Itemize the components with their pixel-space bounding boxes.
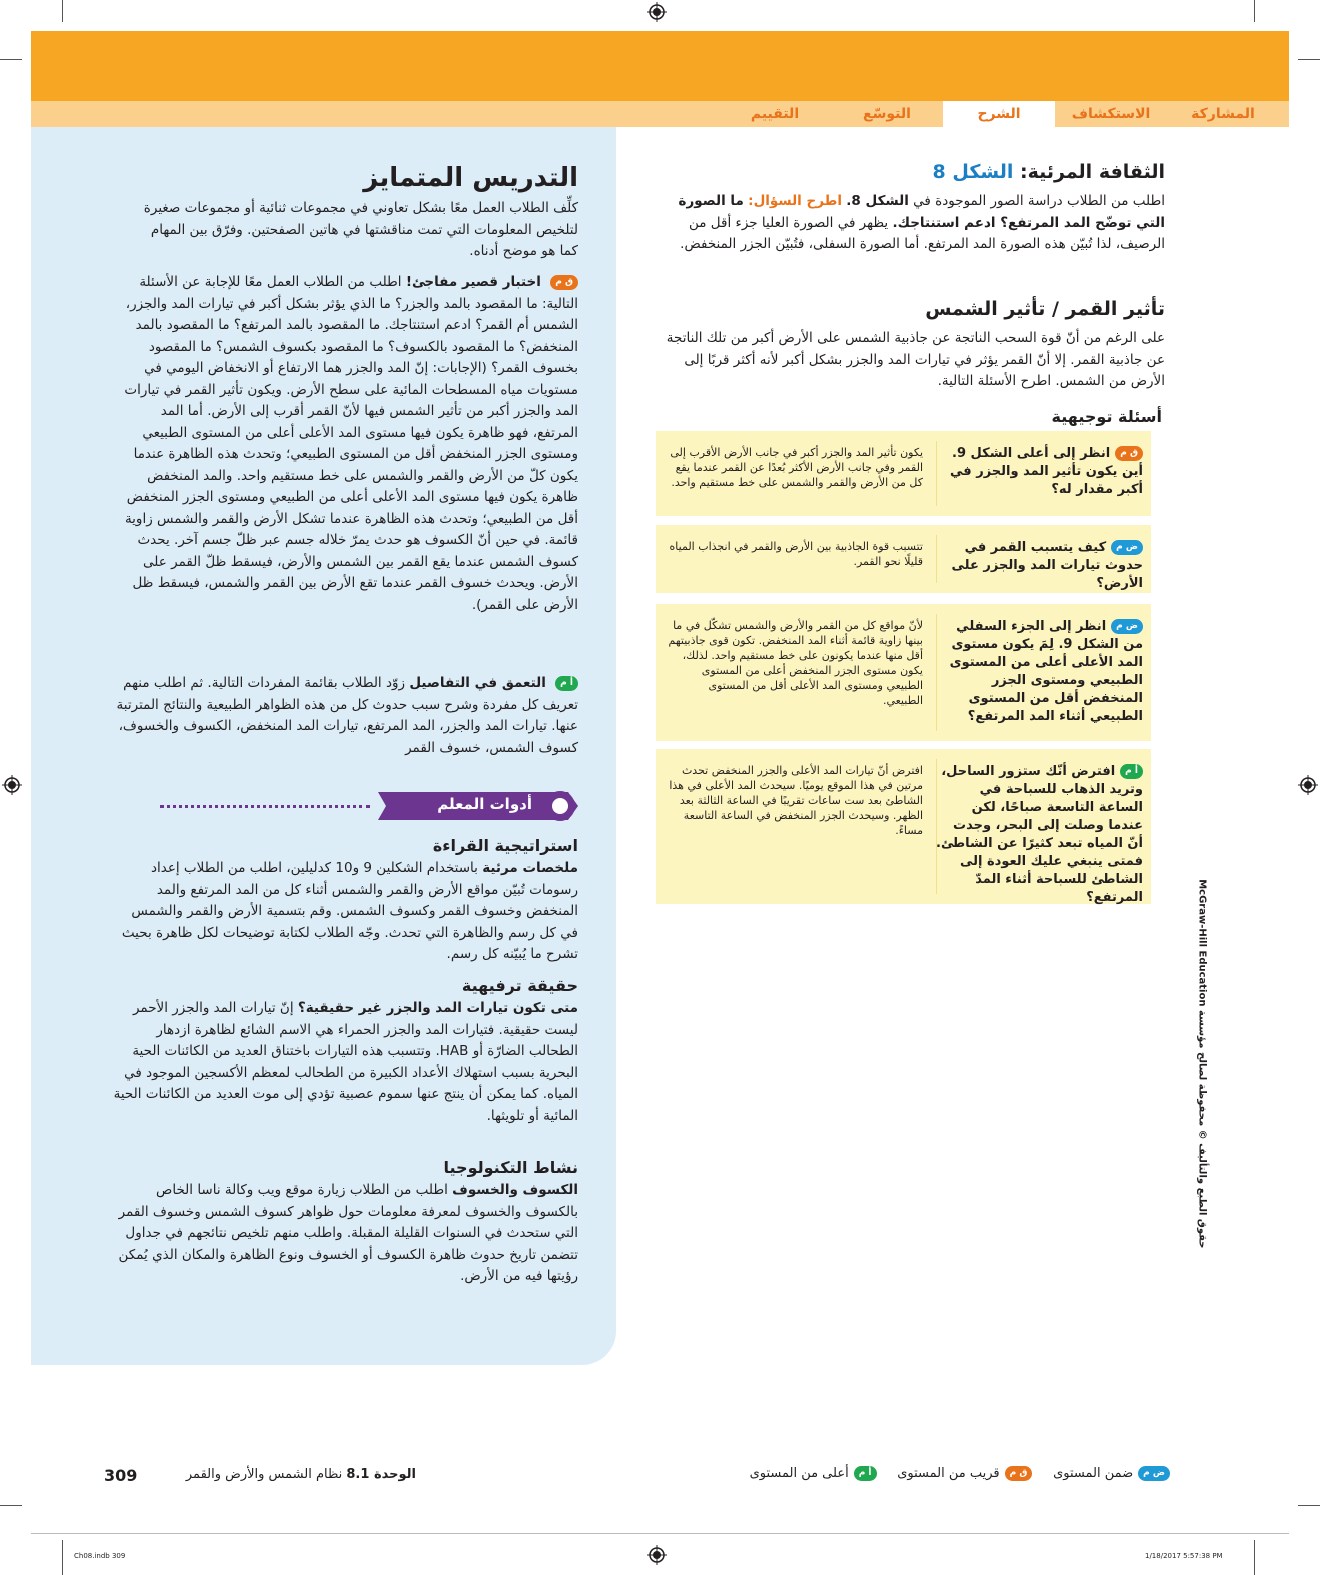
question-answer: يكون تأثير المد والجزر أكبر في جانب الأرض الأقرب إلى القمر وفي جانب الأرض الأكثر بُعدًا عن القمر عندما يقع كل من الأرض والقمر والشمس على خط مستقيم واحد. — [670, 446, 923, 489]
crop-mark — [0, 59, 22, 60]
question-text: انظر إلى الجزء السفلي من الشكل 9. لِمَ يكون مستوى المد الأعلى أعلى من المستوى الطبيعي ومستوى الجزر المنخفض أقل من المستوى الطبيعي أثناء المد المرتفع؟ — [949, 619, 1143, 724]
reading-lead: ملخصات مرئية — [482, 860, 578, 876]
fun-fact-body: إنّ تيارات المد والجزر الأحمر ليست حقيقية. فتيارات المد والجزر الحمراء هي الاسم الشائع لظاهرة ازدهار الطحالب الضارّة أو HAB. وتتسبب هذه التيارات باختناق العديد من الكائنات الحية البحرية بسبب استهلاك الأعداد الكبيرة من الطحالب لمعظم الأكسجين الموجود في المياه. كما يمكن أن ينتج عنها سموم عصبية تؤدي إلى موت العديد من الكائنات الحية المائية أو تلويثها. — [113, 1000, 578, 1124]
question-answer: افترض أنّ تيارات المد الأعلى والجزر المنخفض تحدث مرتين في هذا الموقع يوميًا. سيحدث المد الأعلى في هذا الشاطئ بعد ست ساعات تقريبًا في الساعة الثالثة بعد الظهر. وسيحدث الجزر المنخفض في الساعة التاسعة مساءً. — [669, 764, 923, 837]
level-badge: أ م — [854, 1466, 877, 1481]
guiding-question-box — [656, 525, 1151, 593]
guiding-question-box — [656, 749, 1151, 904]
tech-activity-title: نشاط التكنولوجيا — [443, 1158, 578, 1177]
guiding-question — [933, 618, 1143, 726]
visual-literacy-figure: الشكل 8 — [932, 161, 1014, 183]
crop-mark — [0, 1505, 22, 1506]
visual-text-1: اطلب من الطلاب دراسة الصور الموجودة في — [913, 193, 1165, 209]
level-badge: أ م — [555, 676, 578, 691]
visual-ask: اطرح السؤال: — [748, 193, 842, 209]
legend-label: قريب من المستوى — [897, 1466, 1000, 1481]
registration-mark-icon — [1298, 775, 1318, 795]
quiz-title: اختبار قصير مفاجئ! — [405, 274, 541, 290]
slug-date: 1/18/2017 5:57:38 PM — [1145, 1552, 1223, 1560]
teacher-tools-label: أدوات المعلم — [437, 795, 532, 813]
visual-question: ما الصورة التي توضّح المد المرتفع؟ ادعم استنتاجك. — [678, 193, 1165, 231]
question-text: كيف يتسبب القمر في حدوث تيارات المد والجزر على الأرض؟ — [951, 540, 1143, 591]
level-badge: ق م — [1005, 1466, 1033, 1481]
guiding-question-box — [656, 431, 1151, 516]
visual-fig-ref: الشكل 8. — [846, 193, 909, 209]
visual-text-2: يظهر في الصورة العليا جزء أقل من الرصيف، لذا تُبيّن هذه الصورة المد المرتفع. أما الصورة السفلى، فتُبيّن الجزر المنخفض. — [680, 214, 1165, 252]
fun-fact-lead: متى تكون تيارات المد والجزر غير حقيقية؟ — [297, 1000, 578, 1016]
dotted-rule — [160, 805, 370, 808]
registration-mark-icon — [647, 2, 667, 22]
guiding-question — [933, 763, 1143, 907]
unit-title: نظام الشمس والأرض والقمر — [185, 1467, 343, 1482]
level-badge: ض م — [1111, 540, 1143, 555]
level-badge: ض م — [1111, 619, 1143, 634]
copyright-vertical — [1192, 879, 1210, 1253]
deep-section — [112, 673, 578, 759]
question-text: انظر إلى أعلى الشكل 9. أين يكون تأثير المد والجزر في أكبر مقدار له؟ — [950, 446, 1143, 497]
page-number: 309 — [104, 1466, 138, 1485]
reading-body: باستخدام الشكلين 9 و10 كدليلين، اطلب من الطلاب إعداد رسومات تُبيّن مواقع الأرض والقمر والشمس أثناء كل من المد المرتفع والمد المنخفض وخسوف القمر وكسوف الشمس. وقم بتسمية الأرض والقمر والشمس في كل رسم والظاهرة التي تحدث. وجّه الطلاب لكتابة توضيحات لكل ظاهرة بحيث تشرح ما يُبيّنه كل رسم. — [121, 860, 578, 962]
tab-engage[interactable]: المشاركة — [1191, 106, 1255, 122]
registration-mark-icon — [647, 1545, 667, 1565]
lesson-tabs — [31, 101, 1289, 127]
crop-mark — [62, 1540, 63, 1575]
header-band — [31, 31, 1289, 101]
question-answer: لأنّ مواقع كل من القمر والأرض والشمس تشكّل في ما بينها زاوية قائمة أثناء المد المنخفض. تكون قوى جاذبيتهم أقل منها عندما يكونون على خط مستقيم واحد. لذلك، يكون مستوى الجزر المنخفض أعلى من المستوى الطبيعي ومستوى المد الأعلى أقل من المستوى الطبيعي. — [668, 619, 923, 707]
deep-text: زوّد الطلاب بقائمة المفردات التالية. ثم اطلب منهم تعريف كل مفردة وشرح سبب حدوث كل من هذه الظواهر الطبيعية والنتائج المترتبة عنها. تيارات المد والجزر، المد المرتفع، تيارات المد المنخفض، الكسوف والخسوف، كسوف الشمس، خسوف القمر — [116, 675, 578, 756]
crop-mark — [1298, 59, 1320, 60]
question-answer: تتسبب قوة الجاذبية بين الأرض والقمر في انجذاب المياه قليلًا نحو القمر. — [669, 540, 923, 568]
registration-mark-icon — [2, 775, 22, 795]
legend-label: أعلى من المستوى — [749, 1466, 849, 1481]
slug-line — [31, 1533, 1289, 1534]
crop-mark — [1254, 0, 1255, 22]
quiz-section — [112, 272, 578, 616]
legend-label: ضمن المستوى — [1053, 1466, 1134, 1481]
crop-mark — [1254, 1540, 1255, 1575]
unit-label: الوحدة 8.1 — [346, 1467, 416, 1482]
differentiated-title: التدريس المتمايز — [363, 163, 578, 193]
teacher-tools-icon — [552, 798, 568, 814]
guiding-question — [933, 539, 1143, 593]
reading-strategy-text — [112, 858, 578, 966]
moon-sun-effect-title: تأثير القمر / تأثير الشمس — [925, 298, 1165, 320]
level-badge: ق م — [550, 275, 578, 290]
reading-strategy-title: استراتيجية القراءة — [432, 836, 578, 855]
level-legend — [690, 1466, 1170, 1481]
moon-sun-effect-text: على الرغم من أنّ قوة السحب الناتجة عن جاذبية الشمس على الأرض أكبر من تلك الناتجة عن جاذبية القمر. إلا أنّ القمر يؤثر في تيارات المد والجزر بشكل أكبر لأنه أكثر قربًا إلى الأرض من الشمس. اطرح الأسئلة التالية. — [666, 330, 1165, 389]
tech-activity-text — [112, 1180, 578, 1288]
guiding-questions-title: أسئلة توجيهية — [1051, 407, 1162, 426]
level-badge: ض م — [1138, 1466, 1170, 1481]
tab-evaluate[interactable]: التقييم — [750, 106, 800, 122]
fun-fact-text — [112, 998, 578, 1127]
visual-literacy-text — [656, 191, 1165, 256]
crop-mark — [62, 0, 63, 22]
copyright-text: حقوق الطبع والتأليف © محفوظة لصالح مؤسسة McGraw-Hill Education — [1196, 879, 1208, 1249]
tech-activity-body: اطلب من الطلاب زيارة موقع ويب وكالة ناسا الخاص بالكسوف والخسوف لمعرفة معلومات حول ظواهر كسوف الشمس وخسوف القمر التي ستحدث في السنوات القليلة المقبلة. واطلب منهم تلخيص نتائجهم في جداول تتضمن تاريخ حدوث ظاهرة الكسوف أو الخسوف ونوع الظاهرة والمكان الذي يُمكن رؤيتها فيه من الأرض. — [118, 1182, 578, 1284]
guiding-question — [933, 445, 1143, 499]
level-badge: أ م — [1120, 764, 1143, 779]
quiz-text: اطلب من الطلاب العمل معًا للإجابة عن الأسئلة التالية: ما المقصود بالمد والجزر؟ ما الذي يؤثر بشكل أكبر في تيارات المد والجزر، الشمس أم القمر؟ ادعم استنتاجك. ما المقصود بالمد المرتفع؟ ما المقصود بالمد المنخفض؟ ما المقصود بالكسوف؟ ما المقصود بكسوف الشمس؟ ما المقصود بخسوف القمر؟ (الإجابات: إنّ المد والجزر هما الارتفاع أو الانخفاض اليومي في مستويات مياه المسطحات المائية على سطح الأرض. ويكون تأثير القمر في تيارات المد والجزر أكبر من تأثير الشمس فيها لأنّ القمر أقرب إلى الأرض. أما المد المرتفع، فهو ظاهرة يكون فيها مستوى المد الأعلى أعلى من المستوى الطبيعي ومستوى الجزر المنخفض أقل من المستوى الطبيعي؛ وتحدث هذه الظاهرة عندما يكون كلّ من الأرض والقمر والشمس على خط مستقيم واحد. والمد المنخفض ظاهرة يكون فيها مستوى المد الأعلى أعلى من الطبيعي ومستوى الجزر المنخفض أقل من الطبيعي؛ وتحدث هذه الظاهرة عندما تشكل الأرض والقمر والشمس زاوية قائمة. في حين أنّ الكسوف هو حدث يمرّ خلاله جسم عبر ظلّ جسم آخر. يحدث كسوف الشمس عندما يقع القمر بين الشمس والأرض، فيسقط ظلّ القمر على الأرض. ويحدث خسوف القمر عندما تقع الأرض بين القمر والشمس، فيسقط ظل الأرض على القمر). — [124, 274, 578, 613]
question-text: افترض أنّك ستزور الساحل، وتريد الذهاب للسباحة في الساعة التاسعة صباحًا، لكن عندما وصلت إلى البحر، وجدت أنّ المياه تبعد كثيرًا عن الشاطئ. فمتى ينبغي عليك العودة إلى الشاطئ للسباحة أثناء المدّ المرتفع؟ — [936, 764, 1143, 905]
fun-fact-title: حقيقة ترفيهية — [461, 976, 578, 995]
level-badge: ق م — [1115, 446, 1143, 461]
tech-activity-lead: الكسوف والخسوف — [452, 1182, 578, 1198]
slug-file: Ch08.indb 309 — [74, 1552, 126, 1560]
visual-literacy-heading — [760, 161, 1165, 183]
tab-explain[interactable]: الشرح — [943, 101, 1055, 127]
differentiated-intro: كلِّف الطلاب العمل معًا بشكل تعاوني في مجموعات ثنائية أو مجموعات صغيرة لتلخيص المعلومات التي تمت مناقشتها في هاتين الصفحتين. وفرّق بين المهام كما هو موضح أدناه. — [143, 200, 578, 259]
tab-explore[interactable]: الاستكشاف — [1071, 106, 1151, 122]
tab-elaborate[interactable]: التوسّع — [863, 106, 911, 122]
guiding-question-box — [656, 604, 1151, 741]
visual-literacy-title: الثقافة المرئية: — [1019, 161, 1165, 183]
crop-mark — [1298, 1505, 1320, 1506]
footer-unit — [160, 1467, 416, 1482]
deep-title: التعمق في التفاصيل — [409, 675, 546, 691]
